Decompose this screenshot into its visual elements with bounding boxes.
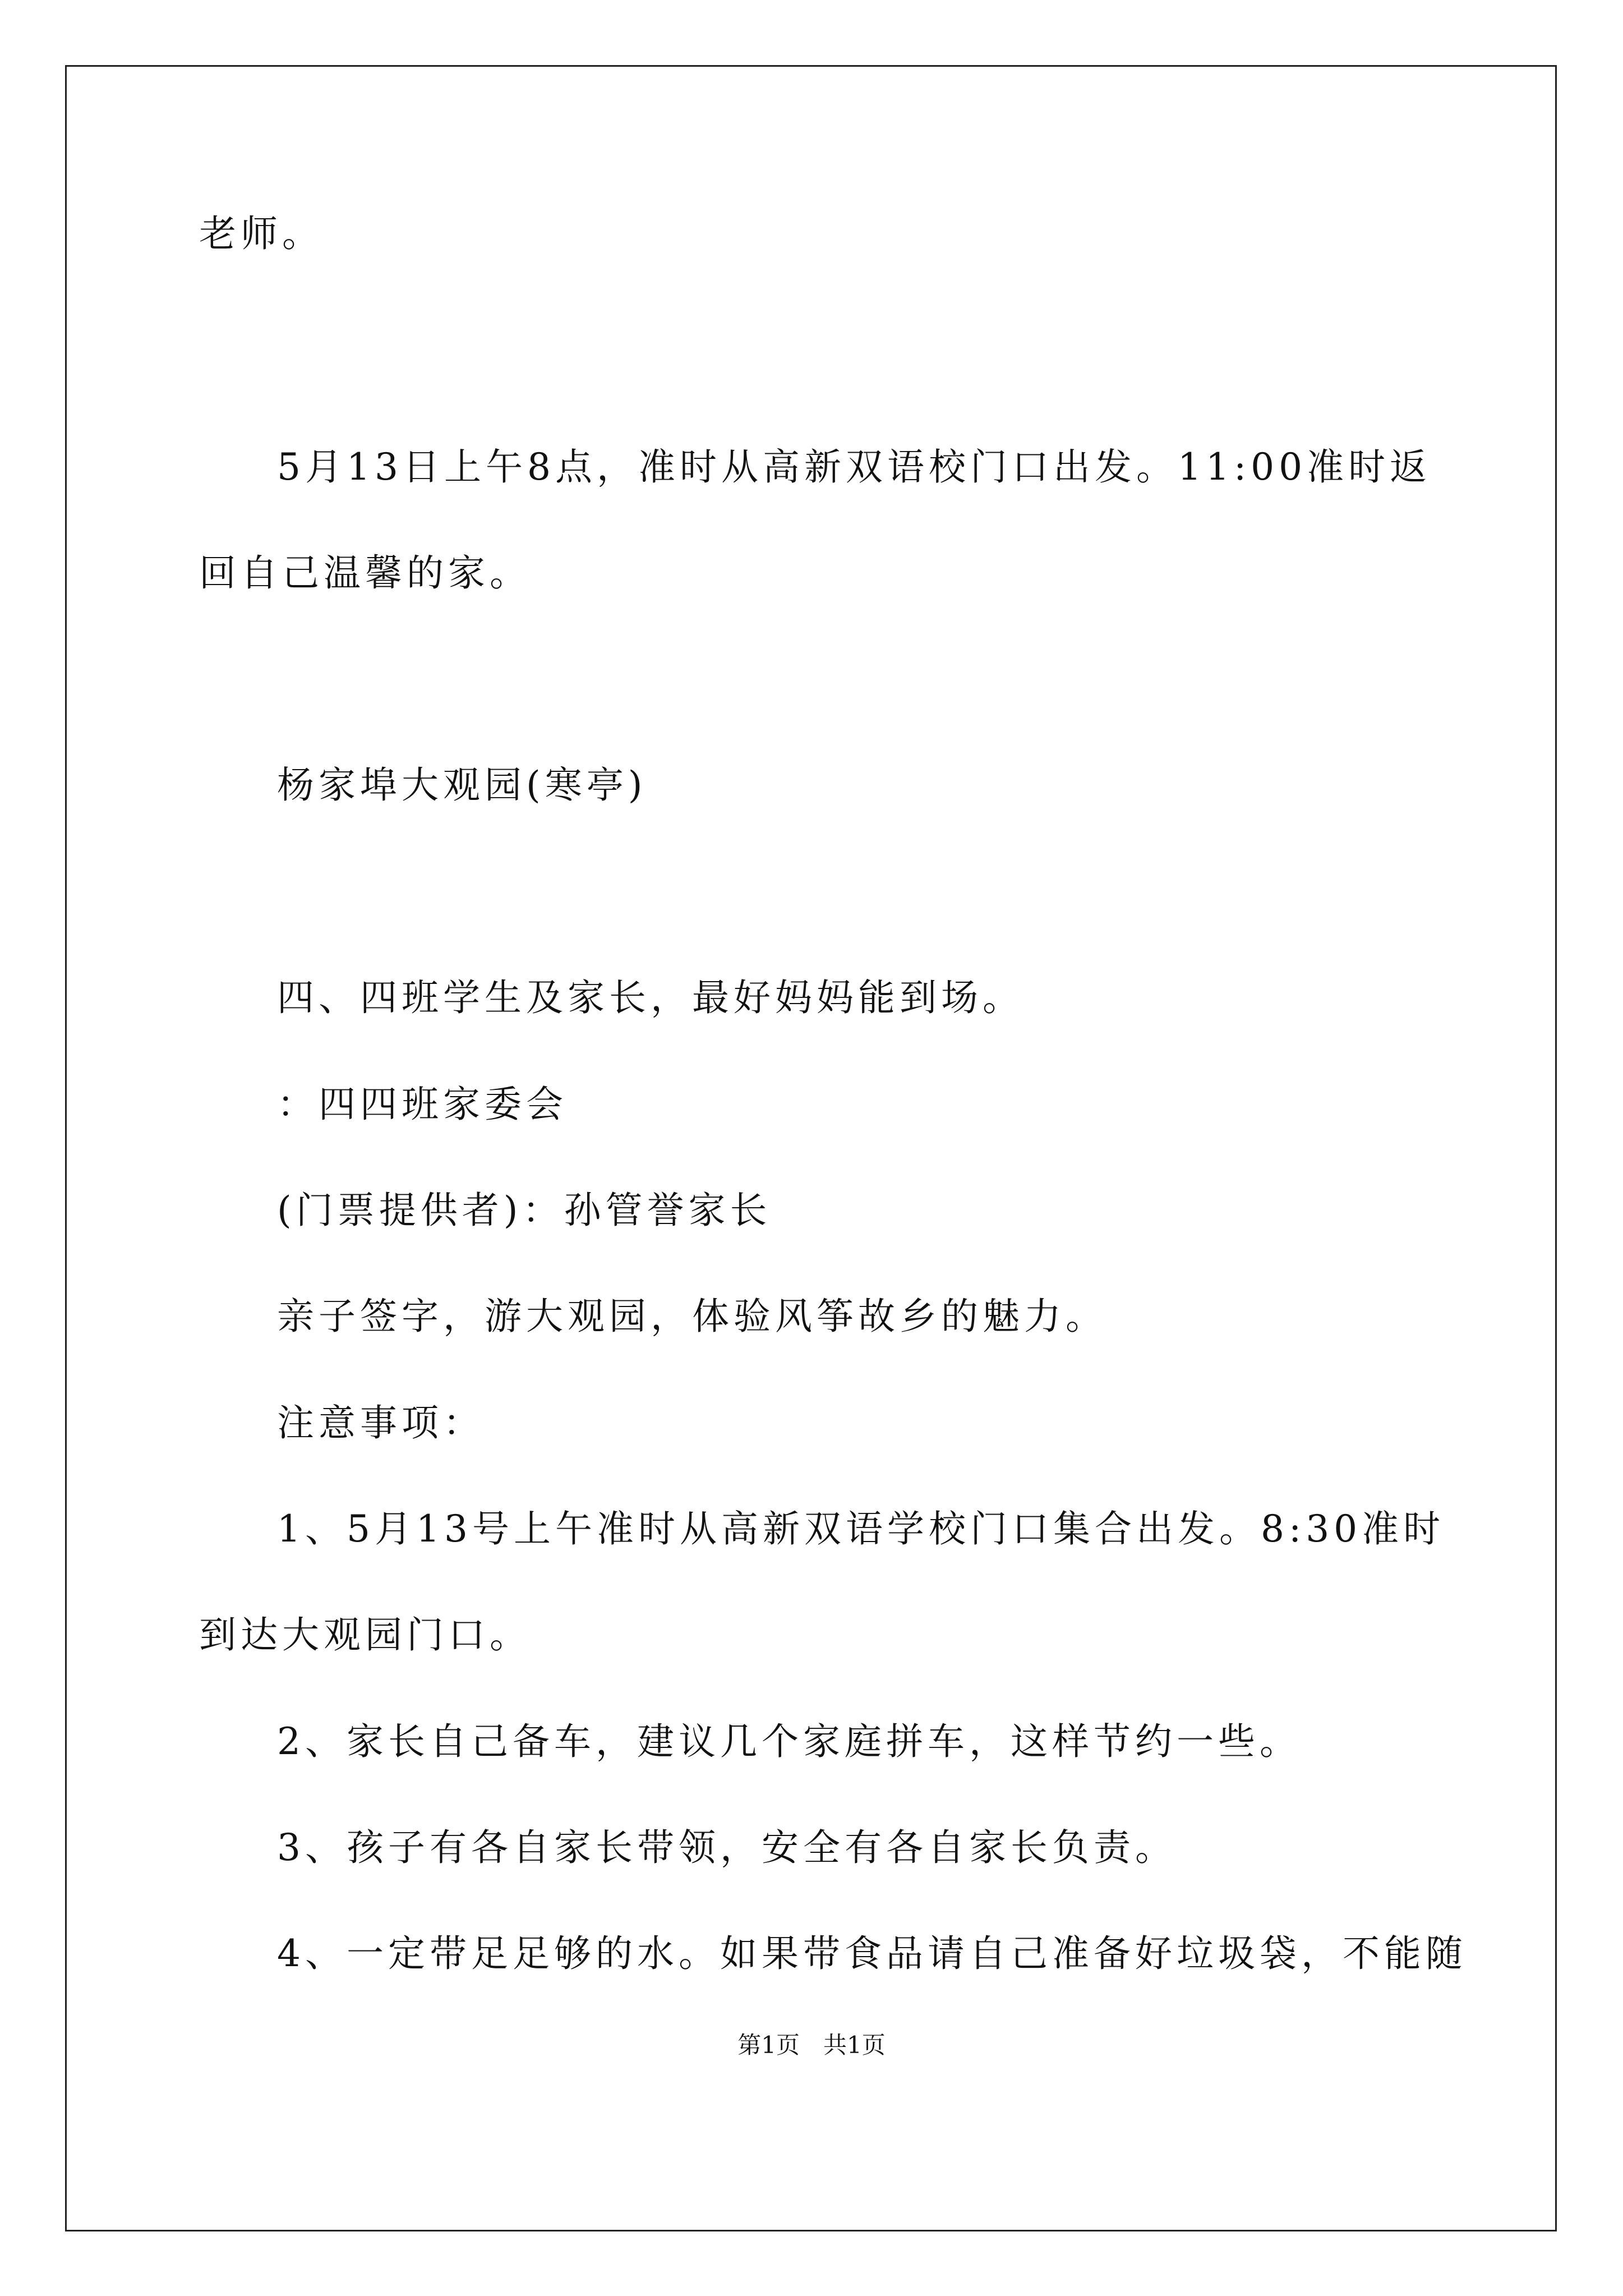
text-line-3: 回自己温馨的家。: [199, 551, 531, 595]
text-line-4: 杨家埠大观园(寒亭): [277, 763, 647, 807]
text-line-8: 亲子签字，游大观园，体验风筝故乡的魅力。: [277, 1295, 1107, 1338]
page-footer: 第1页 共1页: [737, 2031, 886, 2059]
text-line-10: 1、5月13号上午准时从高新双语学校门口集合出发。8:30准时: [277, 1507, 1445, 1550]
text-line-9: 注意事项：: [277, 1401, 485, 1444]
text-line-5: 四、四班学生及家长，最好妈妈能到场。: [277, 976, 1024, 1019]
page-border: [65, 65, 1557, 2231]
text-line-1: 老师。: [199, 212, 324, 255]
text-line-12: 2、家长自己备车，建议几个家庭拼车，这样节约一些。: [277, 1720, 1301, 1763]
text-line-11: 到达大观园门口。: [199, 1613, 531, 1657]
text-line-2: 5月13日上午8点，准时从高新双语校门口出发。11:00准时返: [277, 445, 1432, 489]
text-line-6: ：四四班家委会: [277, 1083, 568, 1126]
text-line-14: 4、一定带足足够的水。如果带食品请自己准备好垃圾袋，不能随: [277, 1932, 1467, 1975]
text-line-7: (门票提供者)：孙管誉家长: [277, 1189, 772, 1232]
text-line-13: 3、孩子有各自家长带领，安全有各自家长负责。: [277, 1826, 1177, 1869]
